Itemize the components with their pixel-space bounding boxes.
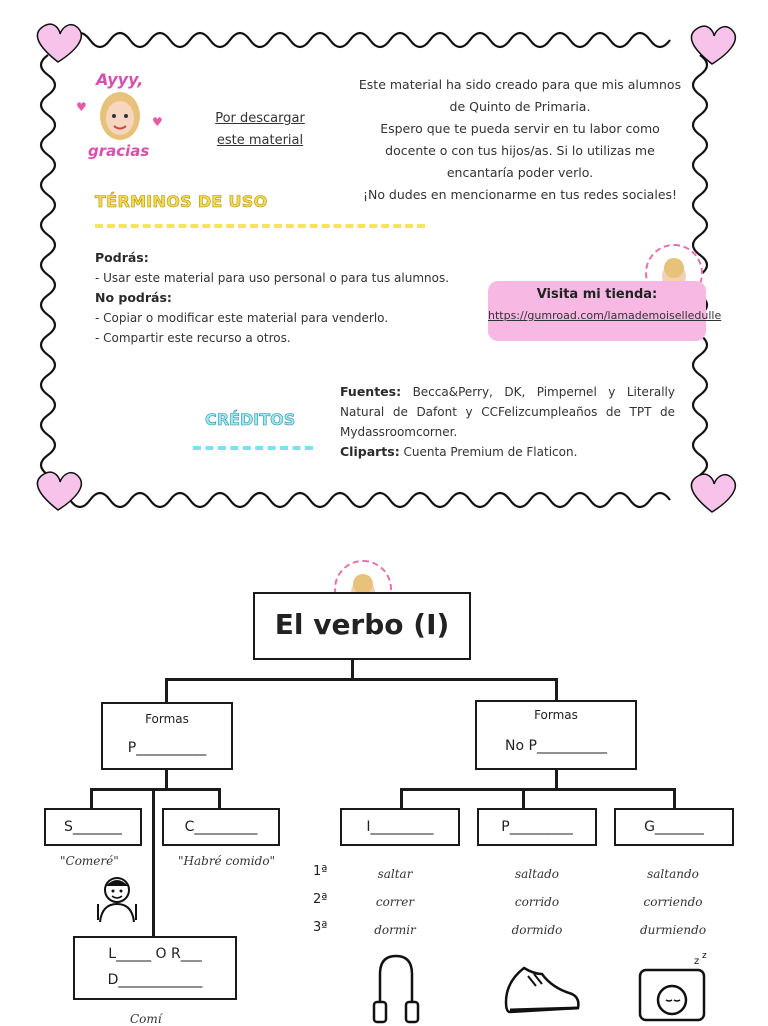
connector: [522, 788, 525, 808]
intro-line: docente o con tus hijos/as. Si lo utilizas me: [385, 143, 655, 158]
cliparts-text: Cuenta Premium de Flaticon.: [399, 445, 578, 459]
cannot-label: No podrás:: [95, 290, 172, 305]
sleeping-icon: [636, 950, 716, 1024]
fonts-text: Becca&Perry, DK, Pimpernel y Literally Natural de Dafont y CCFelizcumpleaños de TPT de Mydassroomcorner.: [340, 385, 675, 439]
intro-line: encantaría poder verlo.: [446, 165, 594, 180]
connector: [351, 660, 354, 678]
personal-forms-box: [101, 702, 233, 770]
gerund-blank: G_______: [644, 819, 704, 835]
participle-box: [477, 808, 597, 846]
thanks-sticker: [74, 70, 169, 165]
connector: [90, 788, 220, 791]
connector: [165, 678, 557, 681]
simple-example: "Comeré": [60, 854, 119, 868]
connector: [673, 788, 676, 808]
connector: [165, 770, 168, 788]
credits-title: CRÉDITOS: [205, 410, 296, 429]
person-second: 2ª: [313, 892, 328, 907]
thanks-bottom-text: gracias: [88, 142, 150, 160]
infinitive-box: [340, 808, 460, 846]
intro-line: Este material ha sido creado para que mis alumnos: [358, 77, 682, 92]
participle-item: dormido: [511, 923, 563, 937]
persons-column: [313, 858, 327, 942]
svg-text:z: z: [702, 951, 707, 961]
bottom-example: Comí: [130, 1012, 162, 1026]
running-shoe-icon: [500, 958, 584, 1022]
compound-example: "Habré comido": [178, 854, 276, 868]
person-first: 1ª: [313, 864, 328, 879]
gerund-item: saltando: [647, 867, 699, 881]
title-box: [253, 592, 471, 660]
cliparts-label: Cliparts:: [340, 444, 400, 459]
cliparts-credit: [340, 442, 675, 462]
compound-blank: C_________: [184, 819, 258, 835]
infinitive-blank: I_________: [366, 819, 434, 835]
child-eating-icon: [92, 874, 142, 926]
periphrasis-blank-1: L_____ O R___: [108, 946, 202, 962]
yellow-divider: [95, 224, 425, 228]
periphrasis-blank-2: D____________: [107, 972, 203, 988]
terms-title: TÉRMINOS DE USO: [95, 192, 268, 211]
can-label: Podrás:: [95, 250, 149, 265]
connector: [218, 788, 221, 808]
participle-blank: P_________: [501, 819, 573, 835]
intro-line: de Quinto de Primaria.: [449, 99, 591, 114]
thanks-top-text: Ayyy,: [96, 70, 144, 89]
connector: [400, 788, 403, 808]
infinitive-item: correr: [375, 895, 415, 909]
simple-blank: S_______: [64, 819, 122, 835]
intro-line: ¡No dudes en mencionarme en tus redes sociales!: [362, 187, 678, 202]
nonpersonal-forms-box: [475, 700, 637, 770]
person-third: 3ª: [313, 920, 328, 935]
infinitive-item: dormir: [374, 923, 416, 937]
heart-icon-bottom-right: [691, 474, 735, 512]
intro-paragraph: [325, 74, 715, 206]
fonts-label: Fuentes:: [340, 384, 402, 399]
connector: [152, 788, 155, 938]
page-title: El verbo (I): [274, 608, 450, 641]
forms-label: Formas: [534, 708, 578, 722]
cannot-item: - Copiar o modificar este material para venderlo.: [95, 311, 389, 325]
participle-list: [482, 860, 592, 944]
forms-blank: P__________: [127, 740, 207, 756]
participle-item: saltado: [514, 867, 560, 881]
infinitive-item: saltar: [377, 867, 413, 881]
forms-label: Formas: [145, 712, 189, 726]
connector: [555, 770, 558, 788]
participle-item: corrido: [514, 895, 560, 909]
avatar-icon: [92, 88, 148, 146]
gerund-item: corriendo: [643, 895, 703, 909]
terms-section: [95, 248, 480, 348]
jump-rope-icon: [366, 952, 426, 1024]
heart-icon-top-left: [37, 24, 81, 62]
gerund-list: [618, 860, 728, 944]
heart-icon-top-right: [691, 26, 735, 64]
heart-icon-small: ♥: [152, 115, 163, 129]
gerund-item: durmiendo: [639, 923, 707, 937]
connector: [90, 788, 93, 808]
forms-blank: No P__________: [505, 738, 607, 754]
connector: [400, 788, 675, 791]
fonts-credit: [340, 382, 675, 442]
download-line-1: Por descargar: [215, 111, 305, 126]
heart-icon-small: ♥: [76, 100, 87, 114]
cyan-divider: [193, 446, 313, 450]
can-item: - Usar este material para uso personal o para tus alumnos.: [95, 271, 450, 285]
cannot-item: - Compartir este recurso a otros.: [95, 331, 291, 345]
download-line-2: este material: [216, 133, 304, 148]
credits-section: [340, 382, 675, 462]
connector: [555, 678, 558, 700]
simple-box: [44, 808, 142, 846]
connector: [165, 678, 168, 702]
download-message: [190, 108, 330, 152]
shop-link[interactable]: https://gumroad.com/lamademoiselledulle: [488, 309, 722, 322]
gerund-box: [614, 808, 734, 846]
svg-text:z: z: [694, 956, 700, 967]
compound-box: [162, 808, 280, 846]
shop-title: Visita mi tienda:: [536, 287, 658, 302]
verbal-periphrasis-box: [73, 936, 237, 1000]
infinitive-list: [340, 860, 450, 944]
intro-line: Espero que te pueda servir en tu labor como: [380, 121, 660, 136]
